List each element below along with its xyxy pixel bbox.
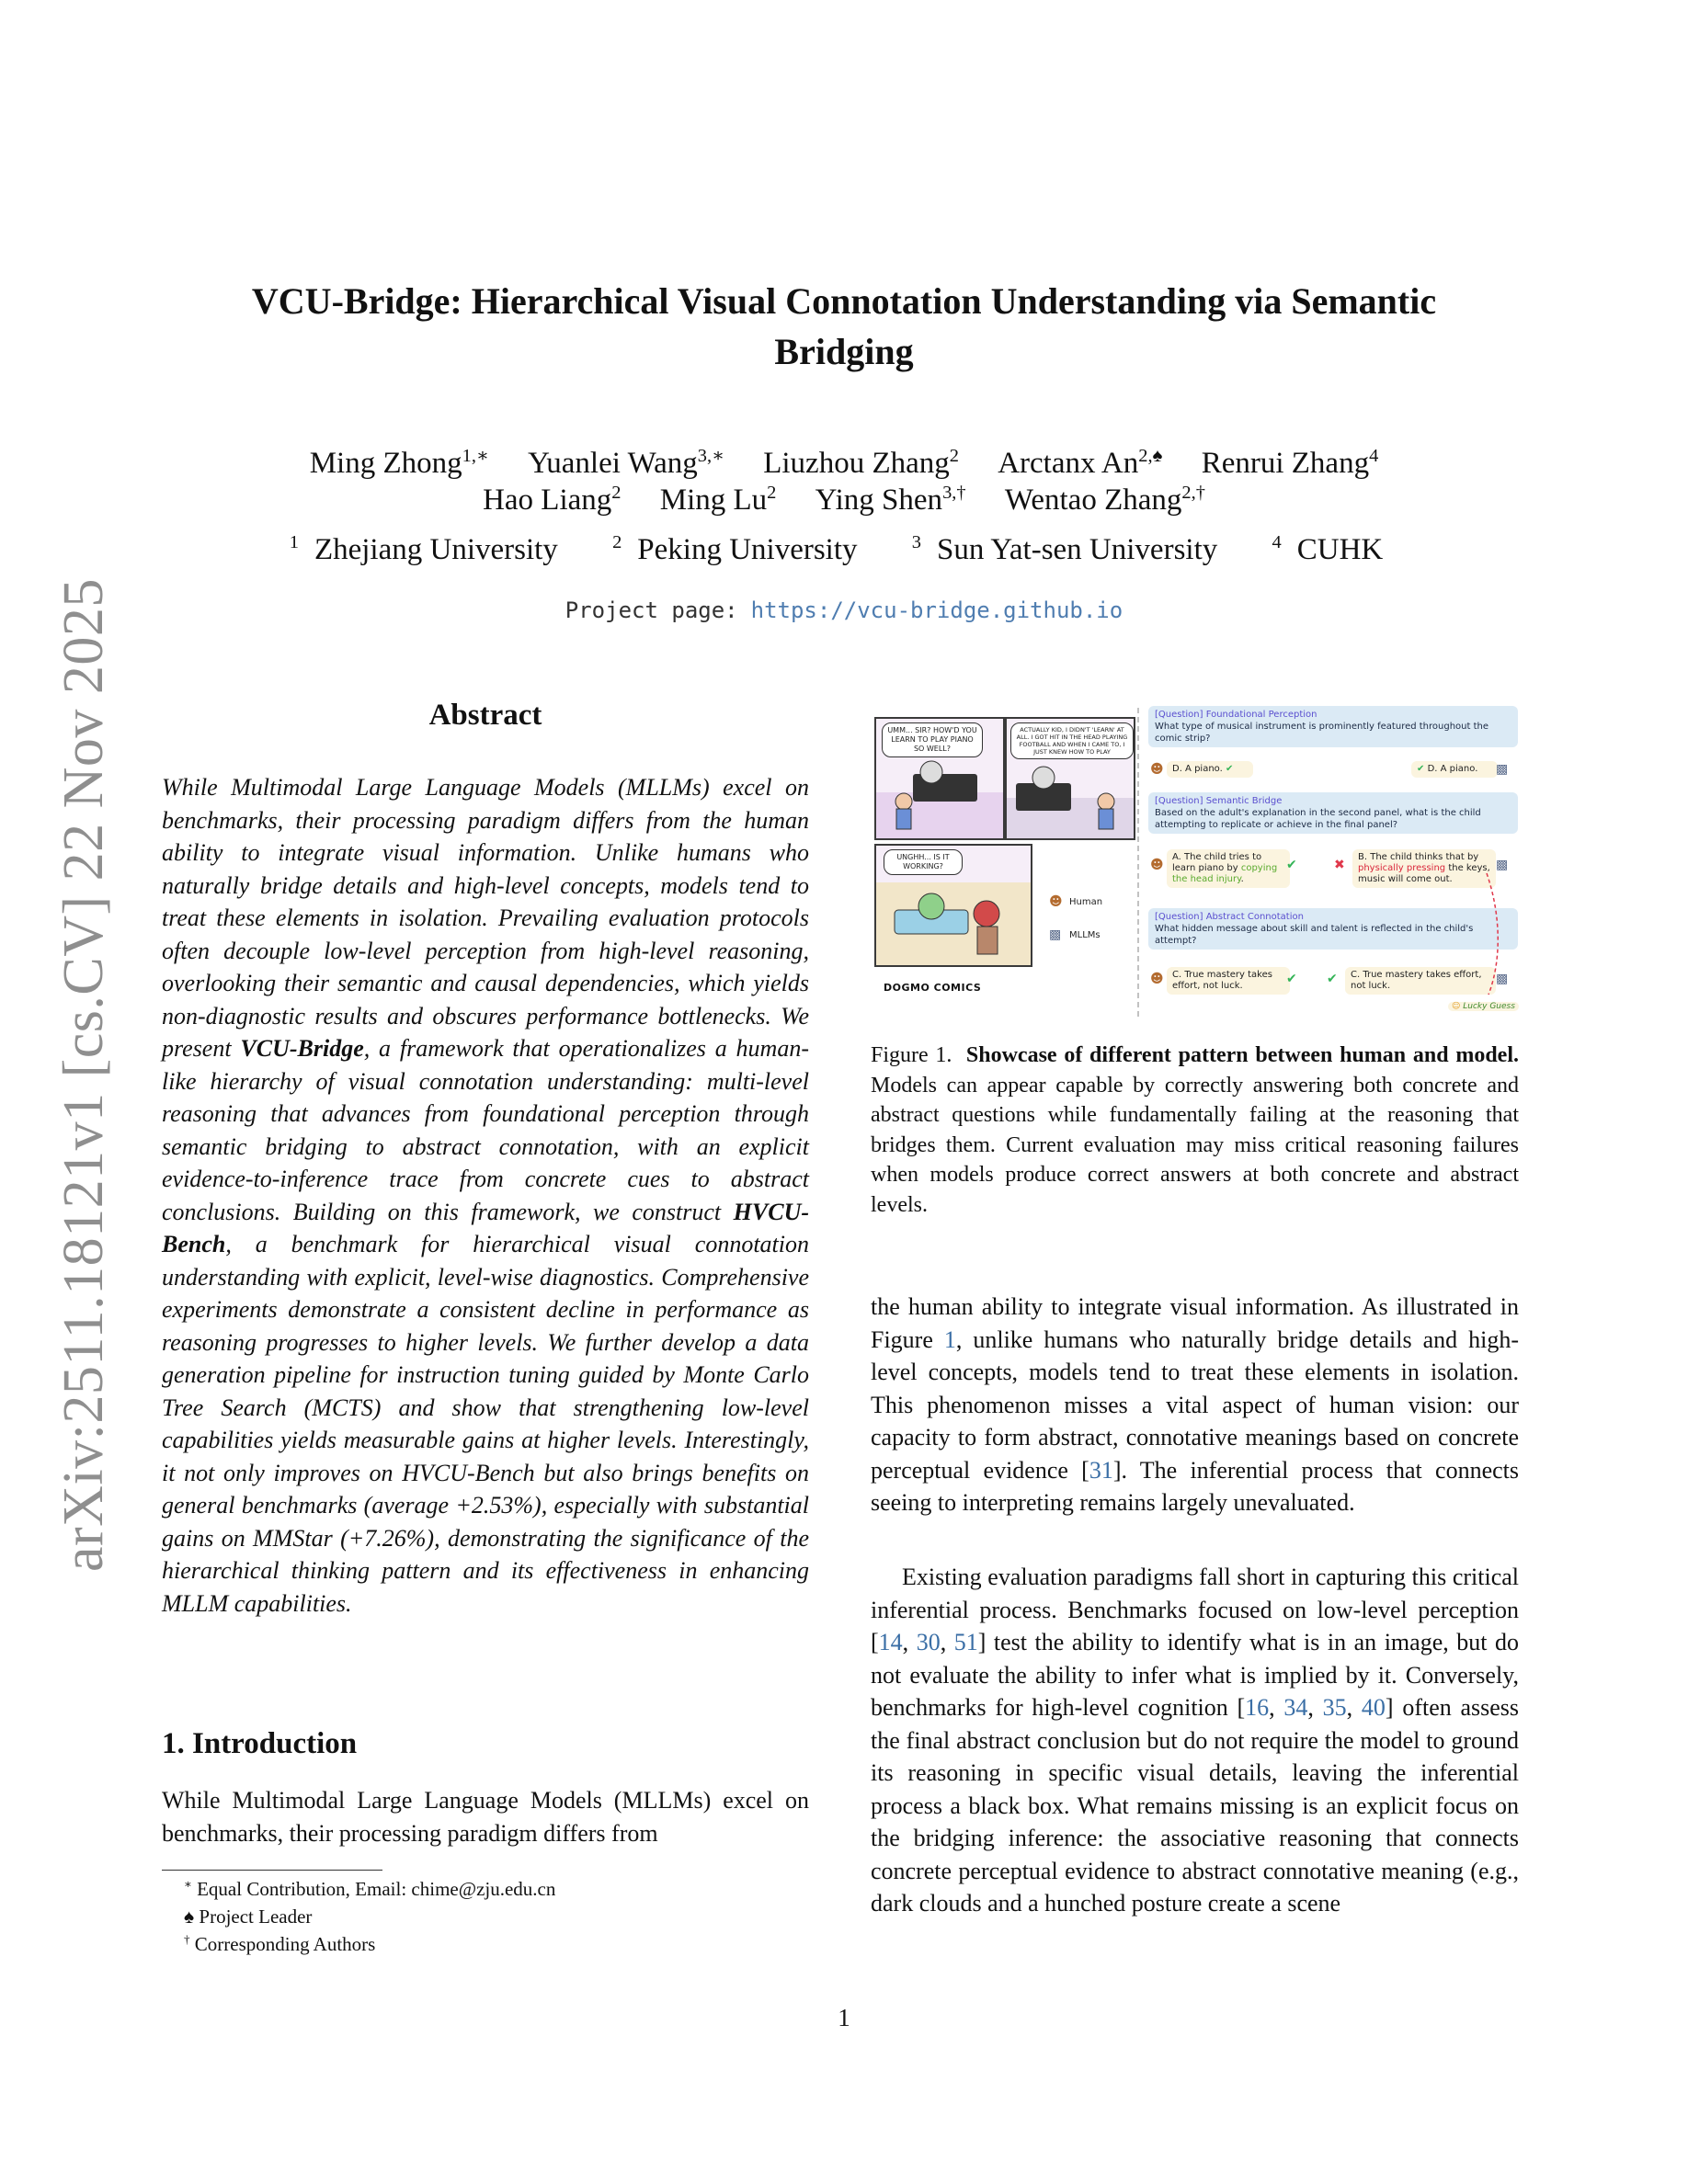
author: Yuanlei Wang$^{3,∗}$: [528, 446, 724, 480]
robot-avatar-icon: ▩: [1496, 972, 1509, 986]
model-answer-2: B. The child thinks that by physically pressing the keys, music will come out.: [1352, 849, 1496, 888]
footnote-rule: [162, 1870, 382, 1871]
correct-check-icon: ✔: [1225, 764, 1234, 774]
footnote-equal-contribution: ∗ Equal Contribution, Email: chime@zju.edu.cn: [184, 1877, 556, 1900]
question-abstract-connotation: [Question] Abstract Connotation What hidden message about skill and talent is reflected in the child's attempt?: [1148, 908, 1518, 950]
robot-avatar-icon: ▩: [1496, 858, 1509, 872]
abstract-body: While Multimodal Large Language Models (MLLMs) excel on benchmarks, their processing paradigm differs from the human ability to integrate visual information. Unlike humans who naturally bridge details and high-level concepts, models tend to treat these elements in isolation. Prevailing evaluation protocols often decouple low-level perception from high-level reasoning, overlooking their semantic and causal dependencies, which yields non-diagnostic results and obscures performance bottlenecks. We present VCU-Bridge, a framework that operationalizes a human-like hierarchy of visual connotation understanding: multi-level reasoning that advances from foundational perception through semantic bridging to abstract connotation, with an explicit evidence-to-inference trace from concrete cues to abstract conclusions. Building on this framework, we construct HVCU-Bench, a benchmark for hierarchical visual connotation understanding with explicit, level-wise diagnostics. Comprehensive experiments demonstrate a consistent decline in performance as reasoning progresses to higher levels. We further develop a data generation pipeline for instruction tuning guided by Monte Carlo Tree Search (MCTS) and show that strengthening low-level capabilities yields measurable gains at higher levels. Interestingly, it not only improves on HVCU-Bench but also brings benefits on general benchmarks (average +2.53%), especially with substantial gains on MMStar (+7.26%), demonstrating the significance of the hierarchical thinking pattern and its effectiveness in enhancing MLLM capabilities.: [162, 774, 809, 1617]
comic-art-football-helmet: [876, 882, 1031, 965]
dashed-arrow: [1477, 870, 1505, 998]
citation-link[interactable]: 31: [1089, 1456, 1113, 1484]
abstract-heading: Abstract: [428, 699, 542, 732]
affiliation: $^1$ Zhejiang University: [289, 532, 558, 566]
question-semantic-bridge: [Question] Semantic Bridge Based on the adult's explanation in the second panel, what is the child attempting to replicate or achieve in the final panel?: [1148, 792, 1518, 834]
human-avatar-icon: ☻: [1150, 858, 1164, 872]
citation-link[interactable]: 14: [878, 1629, 903, 1655]
citation-link[interactable]: 35: [1322, 1694, 1347, 1721]
comic-panel-2: [1005, 717, 1135, 840]
project-label: Project page:: [565, 597, 738, 623]
question-foundational: [Question] Foundational Perception What type of musical instrument is prominently featured throughout the comic strip?: [1148, 706, 1518, 747]
lucky-guess-tag: ☺ Lucky Guess: [1448, 1002, 1519, 1011]
intro-paragraph-continued: the human ability to integrate visual information. As illustrated in Figure 1, unlike humans who naturally bridge details and high-level concepts, models tend to treat these elements in isolation. This phenomenon misses a vital aspect of human vision: our capacity to form abstract, connotative meanings based on concrete perceptual evidence [31]. The inferential process that connects seeing to interpreting remains largely unevaluated.: [871, 1293, 1519, 1516]
affiliations: [147, 533, 1541, 567]
author: Ming Zhong$^{1,∗}$: [309, 446, 489, 480]
intro-paragraph-2: Existing evaluation paradigms fall short in capturing this critical inferential process. Benchmarks focused on low-level perception [14, 30, 51] test the ability to identify what is in an image, but do not evaluate the ability to infer what is implied by it. Conversely, benchmarks for high-level cognition [16, 34, 35, 40] often assess the final abstract conclusion but do not require the model to ground its reasoning in specific visual details, leaving the inferential process a black box. What remains missing is an explicit focus on the bridging inference: the associative reasoning that connects concrete perceptual evidence to abstract connotative meaning (e.g., dark clouds and a hunched posture create a scene: [871, 1564, 1520, 1917]
citation-link[interactable]: 30: [916, 1629, 941, 1655]
human-avatar-icon: ☻: [1150, 972, 1164, 986]
project-url-link[interactable]: https://vcu-bridge.github.io: [750, 597, 1123, 623]
author-list-row2: [147, 483, 1541, 518]
footnote-corresponding: † Corresponding Authors: [184, 1932, 376, 1955]
comic-credit: DOGMO COMICS: [884, 982, 982, 994]
legend-mllm: MLLMs: [1069, 930, 1101, 940]
correct-check-icon: ✔: [1286, 972, 1297, 986]
footnotes: [162, 1875, 555, 1958]
human-answer-2: A. The child tries to learn piano by copying the head injury.: [1167, 849, 1290, 888]
author: Ming Lu$^2$: [659, 483, 777, 517]
comic-panel-3: [874, 844, 1032, 967]
legend-human: Human: [1069, 897, 1103, 907]
figure-1-caption: Figure 1. Showcase of different pattern between human and model. Models can appear capable by correctly answering both concrete and abstract questions while fundamentally failing at the reasoning that bridges them. Current evaluation may miss critical reasoning failures when models produce correct answers at both concrete and abstract levels.: [871, 1043, 1519, 1217]
model-answer-1: ✔ D. A piano.: [1411, 761, 1498, 778]
comic-art-piano-scene: [876, 756, 1003, 838]
benchmark-name: HVCU-Bench: [162, 1198, 809, 1257]
correct-check-icon: ✔: [1327, 972, 1338, 986]
figure-ref-link[interactable]: 1: [943, 1325, 956, 1353]
author: Renrui Zhang$^4$: [1201, 446, 1379, 480]
intro-paragraph: While Multimodal Large Language Models (MLLMs) excel on benchmarks, their processing paradigm differs from: [162, 1787, 809, 1847]
wrong-cross-icon: ✖: [1334, 858, 1345, 872]
human-answer-3: C. True mastery takes effort, not luck.: [1167, 967, 1290, 995]
human-answer-1: D. A piano. ✔: [1167, 761, 1253, 778]
section-heading-introduction: 1. Introduction: [162, 1727, 358, 1760]
footnote-project-leader: ♠ Project Leader: [184, 1905, 313, 1928]
figure-divider: [1137, 708, 1139, 1017]
robot-avatar-icon: ▩: [1496, 762, 1509, 777]
human-avatar-icon: ☻: [1150, 762, 1164, 777]
citation-link[interactable]: 51: [953, 1629, 978, 1655]
framework-name: VCU-Bridge: [240, 1035, 364, 1062]
citation-link[interactable]: 34: [1283, 1694, 1308, 1721]
robot-avatar-icon: ▩: [1049, 927, 1062, 942]
author: Wentao Zhang$^{2,\dagger}$: [1004, 483, 1205, 517]
affiliation: $^3$ Sun Yat-sen University: [911, 532, 1218, 566]
project-page: [147, 597, 1541, 623]
figure-1: [871, 704, 1519, 1018]
arxiv-identifier: arXiv:2511.18121v1 [cs.CV] 22 Nov 2025: [52, 578, 115, 1572]
speech-bubble: ACTUALLY KID, I DIDN'T 'LEARN' AT ALL. I GOT HIT IN THE HEAD PLAYING FOOTBALL AND WHEN I CAME TO, I JUST KNEW HOW TO PLAY: [1010, 722, 1134, 759]
page-number: 1: [838, 2004, 850, 2031]
comic-panel-1: [874, 717, 1005, 840]
author: Hao Liang$^2$: [483, 483, 622, 517]
affiliation: $^4$ CUHK: [1272, 532, 1384, 566]
human-avatar-icon: ☻: [1049, 894, 1063, 909]
correct-check-icon: ✔: [1417, 764, 1425, 774]
citation-link[interactable]: 16: [1245, 1694, 1270, 1721]
citation-link[interactable]: 40: [1361, 1694, 1386, 1721]
speech-bubble: UMM... SIR? HOW'D YOU LEARN TO PLAY PIANO SO WELL?: [882, 722, 983, 757]
author: Arctanx $An^{2,♠}$: [998, 446, 1163, 480]
author-list-row1: [147, 447, 1541, 481]
affiliation: $^2$ Peking University: [612, 532, 858, 566]
paper-title: VCU-Bridge: Hierarchical Visual Connotation Understanding via Semantic Bridging: [251, 280, 1437, 372]
author: Ying Shen$^{3,\dagger}$: [815, 483, 966, 517]
speech-bubble: UNGHH... IS IT WORKING?: [884, 849, 963, 875]
comic-art-explanation: [1007, 765, 1134, 838]
correct-check-icon: ✔: [1286, 858, 1297, 872]
face-icon: ☺: [1452, 1002, 1461, 1011]
model-answer-3: C. True mastery takes effort, not luck.: [1345, 967, 1496, 995]
author: Liuzhou Zhang$^2$: [763, 446, 959, 480]
